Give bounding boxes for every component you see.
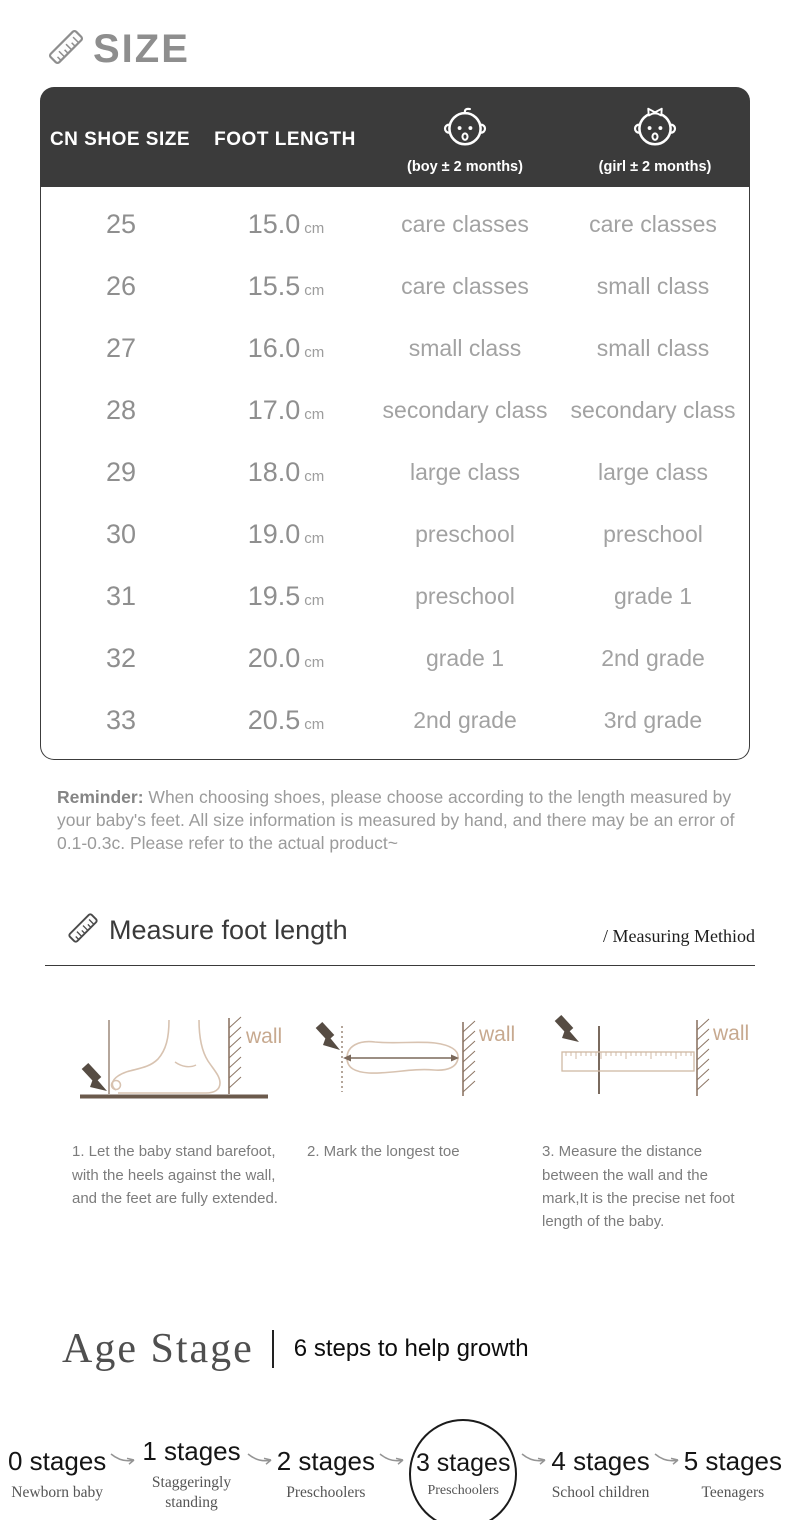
table-row: [41, 317, 749, 379]
stage-item-5: [684, 1446, 782, 1502]
stage-item-3-current: [409, 1419, 517, 1520]
baby-girl-icon: [633, 105, 677, 154]
age-stages-row: [8, 1419, 782, 1520]
measure-section-title: Measure foot length: [109, 915, 348, 946]
header-girl-column: [560, 105, 750, 187]
measure-section-header: [65, 910, 755, 951]
girl-class-value: small class: [596, 272, 710, 299]
measure-step3-illustration: [542, 1012, 767, 1112]
foot-length-value: 17.0 cm: [247, 394, 325, 425]
age-section-header: [62, 1325, 790, 1373]
reminder-label: Reminder:: [57, 787, 144, 807]
cn-size-value: 26: [105, 270, 137, 301]
cn-size-value: 27: [105, 332, 137, 363]
boy-class-value: small class: [408, 334, 522, 361]
stage-sublabel: Teenagers: [701, 1484, 765, 1502]
foot-length-value: 19.0 cm: [247, 518, 325, 549]
cn-size-value: 29: [105, 456, 137, 487]
boy-class-value: large class: [410, 458, 520, 485]
reminder-text: Reminder: When choosing shoes, please choose according to the length measured by your baby's feet. All size information is measured by hand, and there may be an error of 0.1-0.3c. Please refer to the actual product~: [57, 787, 735, 853]
unit-label: cm: [304, 715, 325, 733]
foot-length-value: 15.0 cm: [247, 208, 325, 239]
unit-label: cm: [304, 343, 325, 361]
measure-captions: [72, 1140, 790, 1233]
cn-size-value: 28: [105, 394, 137, 425]
baby-boy-icon: [443, 105, 487, 154]
cn-size-value: 33: [105, 704, 137, 735]
measure-step2-caption: 2. Mark the longest toe: [307, 1143, 460, 1161]
stage-item-1: [140, 1436, 242, 1512]
stage-item-2: [277, 1446, 375, 1502]
table-row: [41, 379, 749, 441]
table-row: [41, 565, 749, 627]
stage-item-0: [8, 1446, 106, 1502]
arrow-right-icon: [110, 1451, 136, 1472]
table-row: [41, 255, 749, 317]
stage-label: 5 stages: [683, 1446, 782, 1477]
unit-label: cm: [304, 281, 325, 299]
foot-length-value: 19.5 cm: [247, 580, 325, 611]
arrow-right-icon: [247, 1451, 273, 1472]
girl-class-value: care classes: [589, 210, 717, 237]
foot-length-value: 18.0 cm: [247, 456, 325, 487]
girl-class-value: 2nd grade: [601, 644, 705, 671]
arrow-right-icon: [654, 1451, 680, 1472]
cn-size-value: 30: [105, 518, 137, 549]
size-table-header: [40, 87, 750, 187]
girl-class-value: 3rd grade: [603, 706, 703, 733]
vertical-divider: [272, 1330, 274, 1368]
header-girl-caption: (girl ± 2 months): [598, 159, 712, 175]
cn-size-value: 31: [105, 580, 137, 611]
wall-label: wall: [246, 1025, 283, 1049]
girl-class-value: large class: [598, 458, 708, 485]
arrow-right-icon: [521, 1451, 547, 1472]
measure-step3-caption: 3. Measure the distance between the wall and the mark,It is the precise net foot length of the baby.: [542, 1143, 735, 1230]
stage-label: 3 stages: [415, 1449, 511, 1477]
measure-step2-illustration: [307, 1012, 532, 1112]
arrow-right-icon: [379, 1451, 405, 1472]
size-section-header: [0, 0, 790, 73]
boy-class-value: preschool: [415, 520, 515, 547]
stage-label: 0 stages: [8, 1446, 107, 1477]
foot-length-value: 20.5 cm: [247, 704, 325, 735]
measure-diagrams: [72, 1012, 790, 1112]
size-table: [40, 87, 750, 760]
section-divider: [45, 965, 755, 966]
stage-sublabel: Preschoolers: [286, 1484, 366, 1502]
unit-label: cm: [304, 653, 325, 671]
girl-class-value: grade 1: [613, 582, 692, 609]
age-section-title: Age Stage: [62, 1326, 254, 1373]
stage-sublabel: Newborn baby: [11, 1484, 103, 1502]
foot-length-value: 20.0 cm: [247, 642, 325, 673]
stage-label: 2 stages: [276, 1446, 376, 1477]
boy-class-value: care classes: [401, 210, 529, 237]
measure-step1-caption: 1. Let the baby stand barefoot, with the heels against the wall, and the feet are fully extended.: [72, 1143, 278, 1207]
girl-class-value: small class: [596, 334, 710, 361]
girl-class-value: preschool: [603, 520, 703, 547]
stage-label: 4 stages: [551, 1446, 650, 1477]
size-table-body: [40, 187, 750, 760]
unit-label: cm: [304, 467, 325, 485]
wall-label: wall: [479, 1023, 516, 1047]
foot-length-value: 15.5 cm: [247, 270, 325, 301]
table-row: [41, 627, 749, 689]
unit-label: cm: [304, 591, 325, 609]
girl-class-value: secondary class: [570, 396, 736, 423]
boy-class-value: care classes: [401, 272, 529, 299]
cn-size-value: 25: [105, 208, 137, 239]
boy-class-value: preschool: [415, 582, 515, 609]
unit-label: cm: [304, 219, 325, 237]
boy-class-value: grade 1: [425, 644, 504, 671]
measure-section-subtitle: / Measuring Methiod: [603, 926, 755, 947]
table-row: [41, 441, 749, 503]
measure-step1-illustration: [72, 1012, 297, 1112]
size-section-title: SIZE: [93, 27, 190, 71]
table-row: [41, 193, 749, 255]
header-cn-shoe-size: CN SHOE SIZE: [49, 129, 191, 150]
foot-length-value: 16.0 cm: [247, 332, 325, 363]
unit-label: cm: [304, 405, 325, 423]
cn-size-value: 32: [105, 642, 137, 673]
age-section-subtitle: 6 steps to help growth: [293, 1335, 529, 1363]
unit-label: cm: [304, 529, 325, 547]
stage-item-4: [551, 1446, 649, 1502]
wall-label: wall: [713, 1022, 750, 1046]
header-boy-column: [370, 105, 560, 187]
table-row: [41, 689, 749, 751]
header-boy-caption: (boy ± 2 months): [407, 159, 523, 175]
ruler-icon: [65, 910, 101, 951]
table-row: [41, 503, 749, 565]
boy-class-value: secondary class: [382, 396, 548, 423]
stage-sublabel: Preschoolers: [427, 1483, 499, 1498]
boy-class-value: 2nd grade: [413, 706, 517, 733]
header-foot-length: FOOT LENGTH: [214, 129, 356, 150]
stage-sublabel: Staggeringly standing: [151, 1474, 232, 1511]
stage-label: 1 stages: [142, 1436, 241, 1467]
stage-sublabel: School children: [551, 1484, 650, 1502]
ruler-icon: [45, 26, 87, 73]
